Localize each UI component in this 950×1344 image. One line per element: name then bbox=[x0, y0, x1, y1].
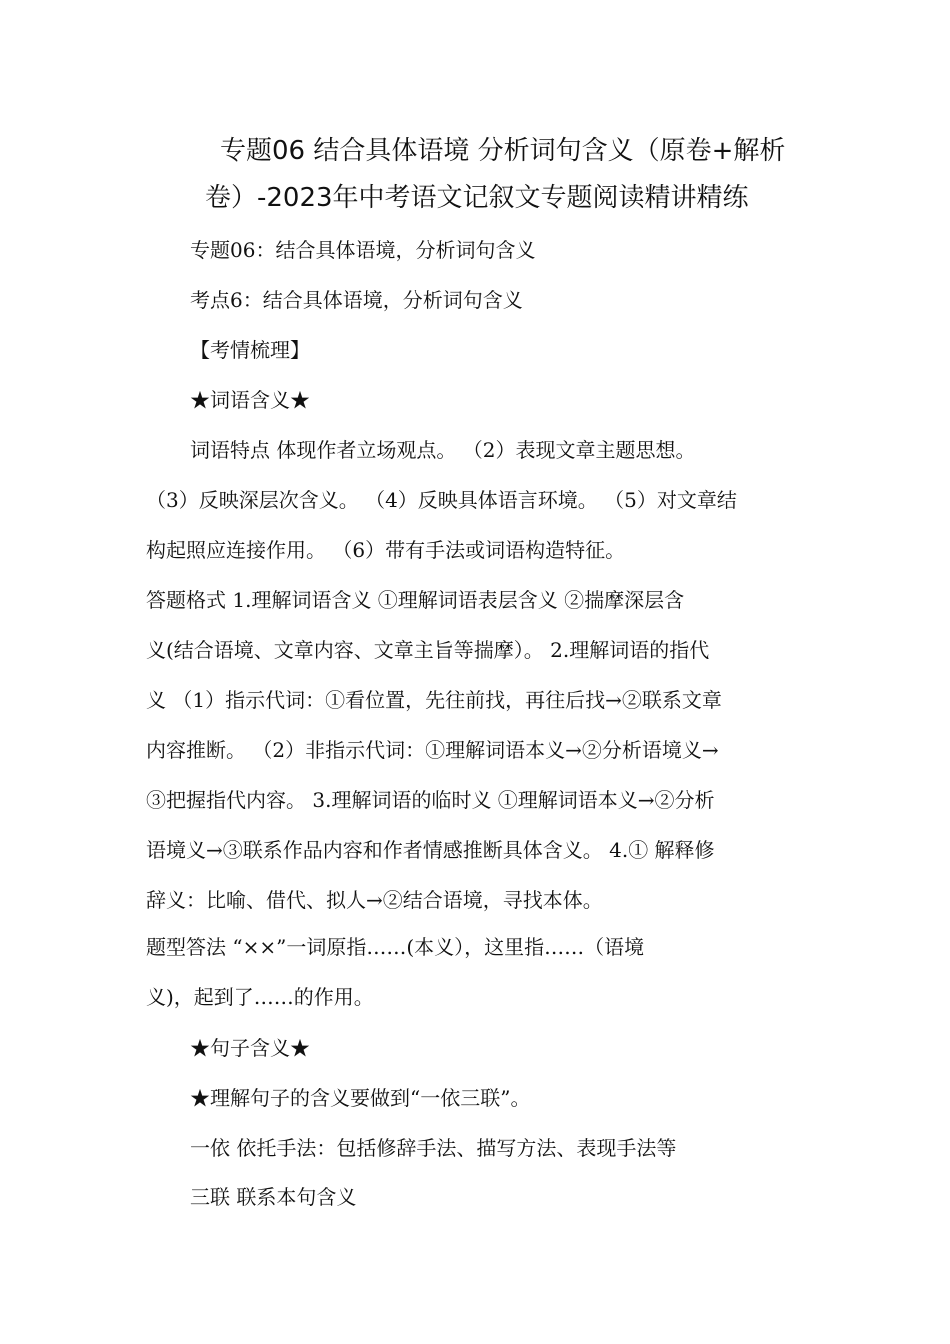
exam-point-line: 考点6：结合具体语境，分析词句含义 bbox=[190, 288, 523, 312]
answer-format-line-3: 义 （1）指示代词：①看位置，先往前找，再往后找→②联系文章 bbox=[146, 688, 722, 712]
san-lian-line: 三联 联系本句含义 bbox=[190, 1185, 357, 1209]
word-features-paragraph bbox=[146, 425, 810, 575]
title-line-1: 专题06 结合具体语境 分析词句含义（原卷+解析 bbox=[220, 136, 786, 166]
answer-format-line-4: 内容推断。 （2）非指示代词：①理解词语本义→②分析语境义→ bbox=[146, 738, 719, 762]
word-meaning-header: ★词语含义★ bbox=[190, 388, 310, 412]
word-features-line-3: 构起照应连接作用。 （6）带有手法或词语构造特征。 bbox=[146, 538, 626, 562]
word-features-line-2: （3）反映深层次含义。 （4）反映具体语言环境。 （5）对文章结 bbox=[146, 488, 737, 512]
word-features-line-1: 词语特点 体现作者立场观点。 （2）表现文章主题思想。 bbox=[190, 438, 696, 462]
answer-format-line-5: ③把握指代内容。 3.理解词语的临时义 ①理解词语本义→②分析 bbox=[146, 788, 715, 812]
question-method-paragraph bbox=[146, 922, 810, 1022]
sentence-meaning-header: ★句子含义★ bbox=[190, 1036, 310, 1060]
answer-format-line-1: 答题格式 1.理解词语含义 ①理解词语表层含义 ②揣摩深层含 bbox=[146, 588, 685, 612]
topic-line: 专题06：结合具体语境，分析词句含义 bbox=[190, 238, 536, 262]
question-method-line-1: 题型答法 “××”一词原指……(本义），这里指……（语境 bbox=[146, 935, 645, 959]
answer-format-line-2: 义(结合语境、文章内容、文章主旨等揣摩）。 2.理解词语的指代 bbox=[146, 638, 710, 662]
question-method-line-2: 义)，起到了……的作用。 bbox=[146, 985, 374, 1009]
yi-yi-line: 一依 依托手法：包括修辞手法、描写方法、表现手法等 bbox=[190, 1136, 677, 1160]
answer-format-paragraph bbox=[146, 575, 810, 925]
answer-format-line-7: 辞义：比喻、借代、拟人→②结合语境，寻找本体。 bbox=[146, 888, 603, 912]
answer-format-line-6: 语境义→③联系作品内容和作者情感推断具体含义。 4.① 解释修 bbox=[146, 838, 715, 862]
section-header: 【考情梳理】 bbox=[190, 338, 310, 362]
document-title bbox=[150, 128, 810, 222]
sentence-rule-line: ★理解句子的含义要做到“一依三联”。 bbox=[190, 1086, 531, 1110]
title-line-2: 卷）-2023年中考语文记叙文专题阅读精讲精练 bbox=[205, 183, 749, 213]
